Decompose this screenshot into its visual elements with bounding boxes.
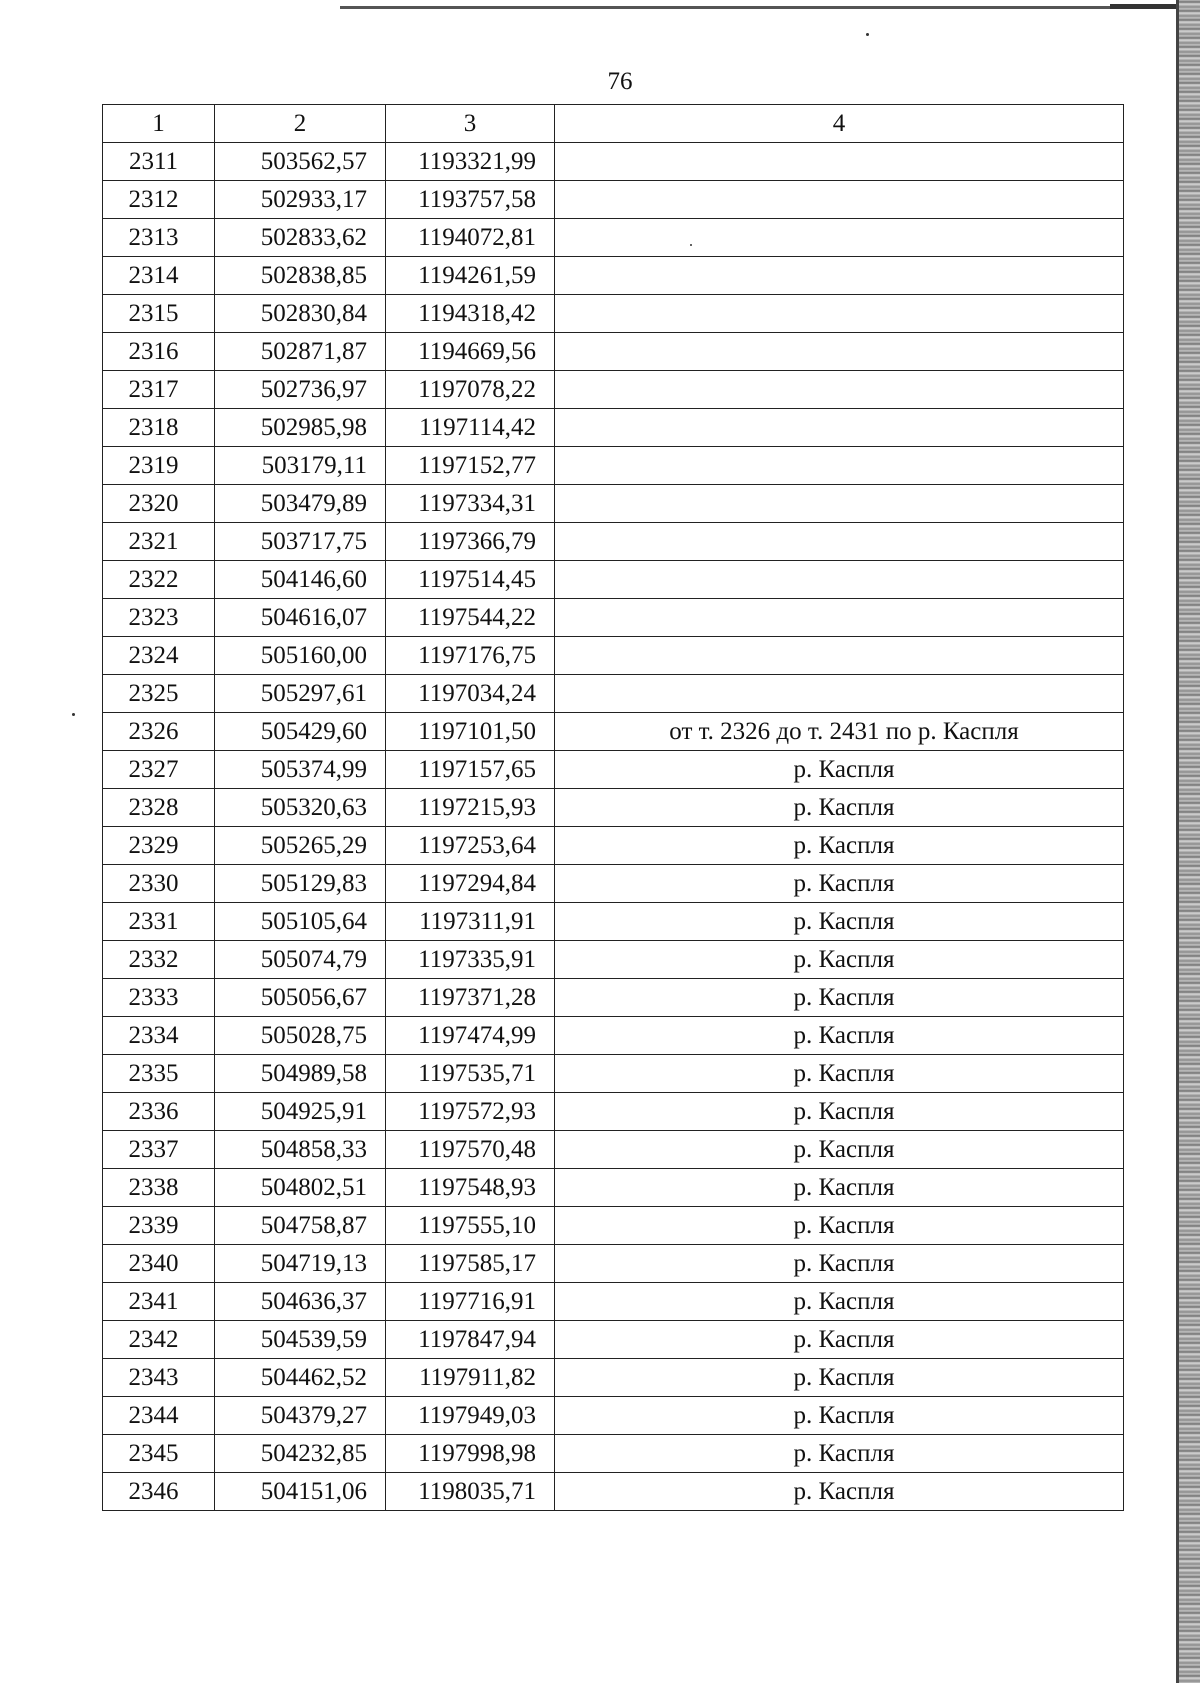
table-row — [103, 865, 1124, 903]
table-row — [103, 713, 1124, 751]
table-row — [103, 675, 1124, 713]
description-cell: р. Каспля — [555, 1093, 1124, 1131]
table-row — [103, 1169, 1124, 1207]
coord-y-cell: 1197535,71 — [386, 1055, 555, 1093]
coord-x-cell: 505320,63 — [215, 789, 386, 827]
table-row — [103, 1283, 1124, 1321]
description-cell: р. Каспля — [555, 1397, 1124, 1435]
description-cell — [555, 409, 1124, 447]
coord-y-cell: 1197548,93 — [386, 1169, 555, 1207]
table-row — [103, 1359, 1124, 1397]
point-number-cell: 2331 — [103, 903, 215, 941]
coord-x-cell: 502838,85 — [215, 257, 386, 295]
description-cell — [555, 295, 1124, 333]
coord-y-cell: 1194669,56 — [386, 333, 555, 371]
table-row — [103, 1245, 1124, 1283]
description-cell — [555, 485, 1124, 523]
table-body — [103, 143, 1124, 1511]
coord-x-cell: 504151,06 — [215, 1473, 386, 1511]
coord-x-cell: 504146,60 — [215, 561, 386, 599]
header-col-1: 1 — [103, 105, 215, 143]
coord-y-cell: 1197474,99 — [386, 1017, 555, 1055]
description-cell: р. Каспля — [555, 751, 1124, 789]
coord-x-cell: 502933,17 — [215, 181, 386, 219]
page-number: 76 — [607, 68, 633, 95]
description-cell: р. Каспля — [555, 1207, 1124, 1245]
coord-x-cell: 504758,87 — [215, 1207, 386, 1245]
point-number-cell: 2334 — [103, 1017, 215, 1055]
coord-x-cell: 505374,99 — [215, 751, 386, 789]
point-number-cell: 2320 — [103, 485, 215, 523]
coord-x-cell: 502871,87 — [215, 333, 386, 371]
coord-y-cell: 1193757,58 — [386, 181, 555, 219]
description-cell: р. Каспля — [555, 1321, 1124, 1359]
description-cell — [555, 675, 1124, 713]
coord-y-cell: 1197335,91 — [386, 941, 555, 979]
point-number-cell: 2315 — [103, 295, 215, 333]
coord-y-cell: 1197253,64 — [386, 827, 555, 865]
table-row — [103, 979, 1124, 1017]
coord-x-cell: 505074,79 — [215, 941, 386, 979]
table-row — [103, 1207, 1124, 1245]
coord-x-cell: 505265,29 — [215, 827, 386, 865]
coord-x-cell: 503717,75 — [215, 523, 386, 561]
table-row — [103, 1435, 1124, 1473]
coord-y-cell: 1197101,50 — [386, 713, 555, 751]
point-number-cell: 2316 — [103, 333, 215, 371]
point-number-cell: 2336 — [103, 1093, 215, 1131]
coord-y-cell: 1197572,93 — [386, 1093, 555, 1131]
coord-x-cell: 504719,13 — [215, 1245, 386, 1283]
point-number-cell: 2311 — [103, 143, 215, 181]
description-cell: р. Каспля — [555, 865, 1124, 903]
description-cell — [555, 333, 1124, 371]
coord-y-cell: 1197078,22 — [386, 371, 555, 409]
coord-x-cell: 505056,67 — [215, 979, 386, 1017]
coord-y-cell: 1197949,03 — [386, 1397, 555, 1435]
point-number-cell: 2313 — [103, 219, 215, 257]
top-rule — [340, 6, 1175, 9]
point-number-cell: 2330 — [103, 865, 215, 903]
description-cell: р. Каспля — [555, 979, 1124, 1017]
point-number-cell: 2326 — [103, 713, 215, 751]
table-row — [103, 219, 1124, 257]
point-number-cell: 2337 — [103, 1131, 215, 1169]
coord-y-cell: 1197157,65 — [386, 751, 555, 789]
coord-y-cell: 1197585,17 — [386, 1245, 555, 1283]
table-row — [103, 371, 1124, 409]
coord-y-cell: 1197215,93 — [386, 789, 555, 827]
coord-x-cell: 505129,83 — [215, 865, 386, 903]
coord-x-cell: 505297,61 — [215, 675, 386, 713]
description-cell: р. Каспля — [555, 1017, 1124, 1055]
coord-x-cell: 504539,59 — [215, 1321, 386, 1359]
point-number-cell: 2339 — [103, 1207, 215, 1245]
coord-x-cell: 503562,57 — [215, 143, 386, 181]
header-col-2: 2 — [215, 105, 386, 143]
point-number-cell: 2319 — [103, 447, 215, 485]
table-row — [103, 1321, 1124, 1359]
scan-edge — [1178, 0, 1200, 1683]
description-cell — [555, 447, 1124, 485]
point-number-cell: 2335 — [103, 1055, 215, 1093]
table-row — [103, 1055, 1124, 1093]
description-cell — [555, 561, 1124, 599]
description-cell: р. Каспля — [555, 1131, 1124, 1169]
table-row — [103, 1473, 1124, 1511]
coord-y-cell: 1194261,59 — [386, 257, 555, 295]
coord-y-cell: 1193321,99 — [386, 143, 555, 181]
description-cell: р. Каспля — [555, 1169, 1124, 1207]
table-row — [103, 1131, 1124, 1169]
coord-x-cell: 503179,11 — [215, 447, 386, 485]
table-row — [103, 295, 1124, 333]
table-row — [103, 485, 1124, 523]
table-row — [103, 1397, 1124, 1435]
coord-x-cell: 505105,64 — [215, 903, 386, 941]
coord-y-cell: 1197514,45 — [386, 561, 555, 599]
coord-y-cell: 1197570,48 — [386, 1131, 555, 1169]
coord-y-cell: 1197371,28 — [386, 979, 555, 1017]
coord-x-cell: 504802,51 — [215, 1169, 386, 1207]
coord-y-cell: 1197911,82 — [386, 1359, 555, 1397]
point-number-cell: 2338 — [103, 1169, 215, 1207]
table-row — [103, 789, 1124, 827]
point-number-cell: 2312 — [103, 181, 215, 219]
coord-y-cell: 1197847,94 — [386, 1321, 555, 1359]
table-row — [103, 447, 1124, 485]
table-row — [103, 181, 1124, 219]
description-cell: р. Каспля — [555, 1473, 1124, 1511]
description-cell — [555, 637, 1124, 675]
table-row — [103, 903, 1124, 941]
coord-x-cell: 504989,58 — [215, 1055, 386, 1093]
point-number-cell: 2314 — [103, 257, 215, 295]
description-cell: р. Каспля — [555, 789, 1124, 827]
description-cell: от т. 2326 до т. 2431 по р. Каспля — [555, 713, 1124, 751]
table-row — [103, 827, 1124, 865]
coord-x-cell: 502736,97 — [215, 371, 386, 409]
coord-x-cell: 504858,33 — [215, 1131, 386, 1169]
coord-x-cell: 504925,91 — [215, 1093, 386, 1131]
point-number-cell: 2325 — [103, 675, 215, 713]
coord-x-cell: 502830,84 — [215, 295, 386, 333]
table-row — [103, 599, 1124, 637]
coord-x-cell: 504616,07 — [215, 599, 386, 637]
header-row — [103, 105, 1124, 143]
description-cell: р. Каспля — [555, 1435, 1124, 1473]
description-cell: р. Каспля — [555, 1283, 1124, 1321]
coord-x-cell: 505160,00 — [215, 637, 386, 675]
coord-y-cell: 1197114,42 — [386, 409, 555, 447]
coord-x-cell: 505429,60 — [215, 713, 386, 751]
point-number-cell: 2324 — [103, 637, 215, 675]
coord-y-cell: 1197034,24 — [386, 675, 555, 713]
scan-speck — [72, 713, 75, 716]
point-number-cell: 2317 — [103, 371, 215, 409]
point-number-cell: 2329 — [103, 827, 215, 865]
coordinates-table — [102, 104, 1124, 1511]
description-cell: р. Каспля — [555, 903, 1124, 941]
table-row — [103, 637, 1124, 675]
point-number-cell: 2323 — [103, 599, 215, 637]
point-number-cell: 2318 — [103, 409, 215, 447]
point-number-cell: 2328 — [103, 789, 215, 827]
table-row — [103, 409, 1124, 447]
description-cell — [555, 181, 1124, 219]
point-number-cell: 2344 — [103, 1397, 215, 1435]
scan-speck — [866, 33, 869, 36]
point-number-cell: 2343 — [103, 1359, 215, 1397]
coord-y-cell: 1194072,81 — [386, 219, 555, 257]
description-cell: р. Каспля — [555, 827, 1124, 865]
coord-y-cell: 1194318,42 — [386, 295, 555, 333]
description-cell: р. Каспля — [555, 1055, 1124, 1093]
header-col-4: 4 — [555, 105, 1124, 143]
coord-y-cell: 1197311,91 — [386, 903, 555, 941]
point-number-cell: 2342 — [103, 1321, 215, 1359]
coord-y-cell: 1197555,10 — [386, 1207, 555, 1245]
point-number-cell: 2333 — [103, 979, 215, 1017]
coord-y-cell: 1197716,91 — [386, 1283, 555, 1321]
coord-x-cell: 505028,75 — [215, 1017, 386, 1055]
point-number-cell: 2332 — [103, 941, 215, 979]
coord-x-cell: 502833,62 — [215, 219, 386, 257]
table-row — [103, 257, 1124, 295]
description-cell — [555, 219, 1124, 257]
table-row — [103, 941, 1124, 979]
description-cell — [555, 523, 1124, 561]
coord-x-cell: 504462,52 — [215, 1359, 386, 1397]
table-row — [103, 561, 1124, 599]
description-cell — [555, 371, 1124, 409]
coord-y-cell: 1197152,77 — [386, 447, 555, 485]
point-number-cell: 2322 — [103, 561, 215, 599]
coord-y-cell: 1197544,22 — [386, 599, 555, 637]
coord-y-cell: 1197998,98 — [386, 1435, 555, 1473]
coord-x-cell: 502985,98 — [215, 409, 386, 447]
coord-y-cell: 1197366,79 — [386, 523, 555, 561]
point-number-cell: 2346 — [103, 1473, 215, 1511]
coord-x-cell: 504379,27 — [215, 1397, 386, 1435]
scan-edge-line — [1176, 0, 1179, 1683]
coord-x-cell: 504636,37 — [215, 1283, 386, 1321]
point-number-cell: 2345 — [103, 1435, 215, 1473]
table-row — [103, 333, 1124, 371]
table-row — [103, 1017, 1124, 1055]
table-row — [103, 523, 1124, 561]
coord-x-cell: 504232,85 — [215, 1435, 386, 1473]
coord-y-cell: 1197334,31 — [386, 485, 555, 523]
description-cell — [555, 143, 1124, 181]
point-number-cell: 2321 — [103, 523, 215, 561]
coord-y-cell: 1198035,71 — [386, 1473, 555, 1511]
table-row — [103, 1093, 1124, 1131]
point-number-cell: 2341 — [103, 1283, 215, 1321]
header-col-3: 3 — [386, 105, 555, 143]
description-cell: р. Каспля — [555, 1359, 1124, 1397]
description-cell — [555, 257, 1124, 295]
coord-y-cell: 1197294,84 — [386, 865, 555, 903]
table-row — [103, 751, 1124, 789]
point-number-cell: 2327 — [103, 751, 215, 789]
point-number-cell: 2340 — [103, 1245, 215, 1283]
description-cell — [555, 599, 1124, 637]
description-cell: р. Каспля — [555, 1245, 1124, 1283]
coord-x-cell: 503479,89 — [215, 485, 386, 523]
description-cell: р. Каспля — [555, 941, 1124, 979]
table-row — [103, 143, 1124, 181]
coord-y-cell: 1197176,75 — [386, 637, 555, 675]
